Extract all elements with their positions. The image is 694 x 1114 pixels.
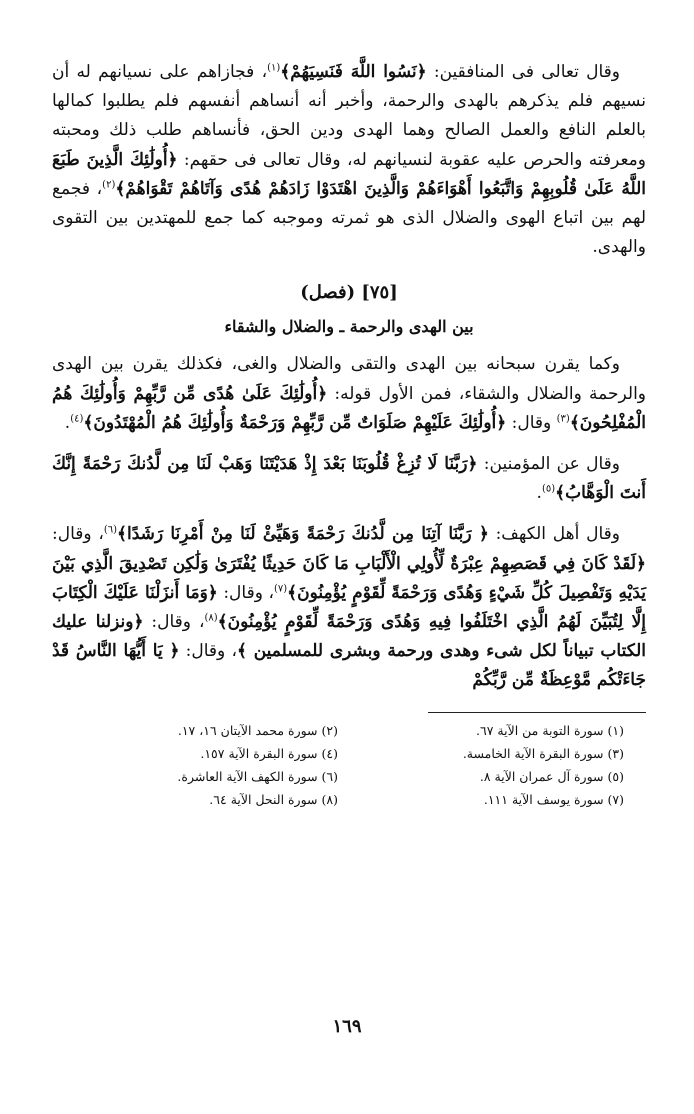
text-run: ، وقال: xyxy=(52,524,104,545)
footnote-ref[interactable]: (٥) xyxy=(541,483,556,495)
footnotes xyxy=(52,721,646,810)
text-run: وقال تعالى فى المنافقين: xyxy=(426,62,621,82)
footnote-ref[interactable]: (٦) xyxy=(103,524,118,536)
quran-verse: ﴿لَقَدْ كَانَ فِي قَصَصِهِمْ عِبْرَةٌ لِّأُولِي الْأَلْبَابِ مَا كَانَ حَدِيثًا يُفْتَرَىٰ وَلَٰكِن تَصْدِيقَ الَّذِي بَيْنَ يَدَيْهِ وَتَفْصِيلَ كُلِّ شَيْءٍ وَهُدًى وَرَحْمَةً لِّقَوْمٍ يُؤْمِنُونَ﴾ xyxy=(52,553,647,603)
text-run: ، وقال: xyxy=(179,641,238,662)
paragraph-kahf xyxy=(52,520,646,695)
quran-verse: ﴿ يَا أَيُّهَا النَّاسُ قَدْ جَاءَتْكُم مَّوْعِظَةٌ مِّن رَّبِّكُمْ xyxy=(52,641,646,691)
text-run: وقال عن المؤمنين: xyxy=(477,454,620,475)
section-subtitle: بين الهدى والرحمة ـ والضلال والشقاء xyxy=(224,317,474,337)
quran-verse: ﴿أُولَٰئِكَ الَّذِينَ طَبَعَ اللَّهُ عَلَىٰ قُلُوبِهِمْ وَاتَّبَعُوا أَهْوَاءَهُمْ وَالَّذِينَ اهْتَدَوْا زَادَهُمْ هُدًى وَآتَاهُمْ تَقْوَاهُمْ﴾ xyxy=(52,149,646,199)
quran-verse: ﴿أُولَٰئِكَ عَلَىٰ هُدًى مِّن رَّبِّهِمْ وَأُولَٰئِكَ هُمُ الْمُفْلِحُونَ﴾ xyxy=(52,383,646,433)
section-title: [٧٥] (فصل) xyxy=(300,282,398,304)
footnote-8: (٨) سورة النحل الآية ٦٤. xyxy=(209,791,338,807)
footnote-ref[interactable]: (٢) xyxy=(102,179,116,191)
quran-verse: ﴿وَمَا أَنزَلْنَا عَلَيْكَ الْكِتَابَ إِلَّا لِتُبَيِّنَ لَهُمُ الَّذِي اخْتَلَفُوا فِيهِ وَهُدًى وَرَحْمَةً لِّقَوْمٍ يُؤْمِنُونَ﴾ xyxy=(52,582,646,633)
text-run: وقال: xyxy=(506,412,557,433)
paragraph-guidance-mercy xyxy=(52,350,646,438)
footnote-divider xyxy=(428,712,646,713)
page-number: ١٦٩ xyxy=(332,1016,362,1037)
footnote-5: (٥) سورة آل عمران الآية ٨. xyxy=(479,768,624,784)
footnote-3: (٣) سورة البقرة الآية الخامسة. xyxy=(462,745,624,761)
text-run: ، وقال: xyxy=(143,612,205,633)
text-run: . xyxy=(536,483,542,504)
footnote-7: (٧) سورة يوسف الآية ١١١. xyxy=(483,791,624,807)
footnote-ref[interactable]: (١) xyxy=(267,62,281,74)
text-run: ، فجازاهم على نسيانهم له أن نسيهم فلم يذكرهم بالهدى والرحمة، وأخبر أنه أنساهم أنفسهم فلم يطلبوا كمالها بالعلم النافع والعمل الصالح وهما الهدى ودين الحق، فأنساهم طلب ذلك ومحبته ومعرفته والحرص عليه عقوبة لنسيانهم له، وقال تعالى فى حقهم: xyxy=(52,62,646,170)
paragraph-munafiqun xyxy=(52,58,646,262)
footnote-ref[interactable]: (٤) xyxy=(70,413,84,425)
footnote-ref[interactable]: (٣) xyxy=(556,413,570,425)
quran-verse: ﴿نَسُوا اللَّهَ فَنَسِيَهُمْ﴾ xyxy=(280,62,427,82)
text-run: ، وقال: xyxy=(217,582,274,603)
footnote-4: (٤) سورة البقرة الآية ١٥٧. xyxy=(200,745,338,761)
text-run: ، فجمع لهم بين اتباع الهوى والضلال الذى هو ثمرته وموجبه كما جمع للمهتدين بين التقوى والهدى. xyxy=(52,178,646,258)
footnote-6: (٦) سورة الكهف الآية العاشرة. xyxy=(177,768,338,784)
quran-verse: ﴿ونزلنا عليك الكتاب تبياناً لكل شىء وهدى ورحمة وبشرى للمسلمين ﴾ xyxy=(52,612,647,662)
footnote-ref[interactable]: (٨) xyxy=(204,612,218,624)
text-run: وكما يقرن سبحانه بين الهدى والتقى والضلال والغى، فكذلك يقرن بين الهدى والرحمة والضلال والشقاء، فمن الأول قوله: xyxy=(52,354,646,404)
quran-verse: ﴿ رَبَّنَا آتِنَا مِن لَّدُنكَ رَحْمَةً وَهَيِّئْ لَنَا مِنْ أَمْرِنَا رَشَدًا﴾ xyxy=(117,524,489,545)
text-run: . xyxy=(64,412,71,433)
quran-verse: ﴿أُولَٰئِكَ عَلَيْهِمْ صَلَوَاتٌ مِّن رَّبِّهِمْ وَرَحْمَةٌ وَأُولَٰئِكَ هُمُ الْمُهْتَدُونَ﴾ xyxy=(83,412,507,433)
paragraph-believers xyxy=(52,450,646,508)
footnote-1: (١) سورة التوبة من الآية ٦٧. xyxy=(476,722,624,738)
footnote-ref[interactable]: (٧) xyxy=(273,583,288,595)
footnote-2: (٢) سورة محمد الآيتان ١٦، ١٧. xyxy=(177,722,338,738)
text-run: وقال أهل الكهف: xyxy=(488,524,620,545)
quran-verse: ﴿رَبَّنَا لَا تُزِغْ قُلُوبَنَا بَعْدَ إِذْ هَدَيْتَنَا وَهَبْ لَنَا مِن لَّدُنكَ رَحْمَةً إِنَّكَ أَنتَ الْوَهَّابُ﴾ xyxy=(52,454,646,504)
